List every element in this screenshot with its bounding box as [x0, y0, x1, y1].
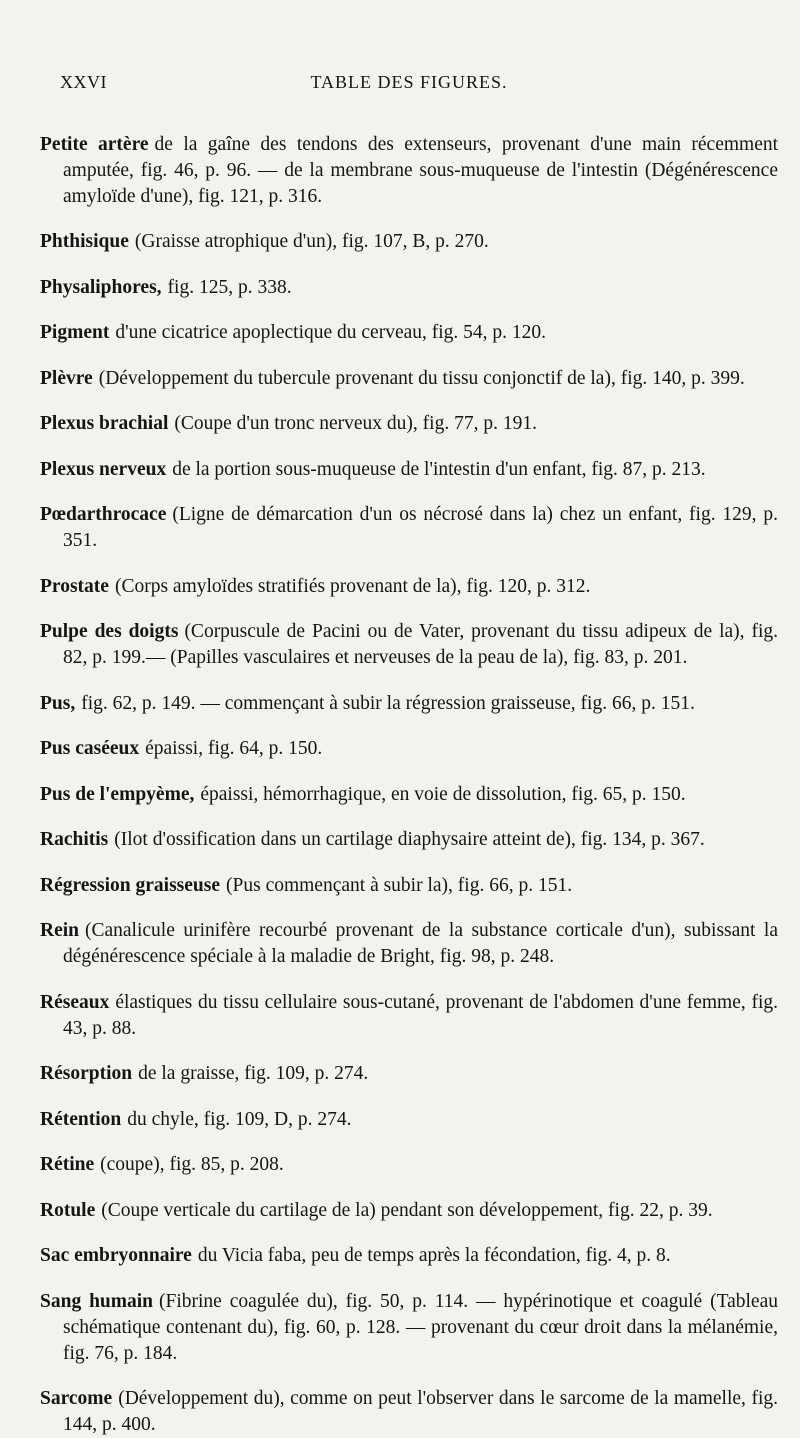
- entry-term: Rotule: [40, 1199, 96, 1221]
- entry-text: d'une cicatrice apoplectique du cerveau, fig. 54, p. 120.: [115, 322, 547, 343]
- entry-term: Plèvre: [40, 367, 93, 389]
- index-entry: [40, 366, 778, 392]
- entry-text: (Pus commençant à subir la), fig. 66, p. 151.: [226, 874, 573, 896]
- index-entry: [40, 990, 778, 1042]
- entry-text: élastiques du tissu cellulaire sous-cutané, provenant de l'abdomen d'une femme, fig. 43, p. 88.: [63, 991, 778, 1039]
- entry-term: Pulpe des doigts: [40, 621, 179, 642]
- entry-text: (Canalicule urinifère recourbé provenant de la substance corticale d'un), subissant la dégénérescence spéciale à la maladie de Bright, fig. 98, p. 248.: [63, 920, 778, 967]
- entry-term: Pigment: [40, 322, 110, 343]
- entry-term: Pus de l'empyème,: [40, 783, 195, 805]
- entry-text: fig. 125, p. 338.: [167, 276, 292, 298]
- entry-term: Pus caséeux: [40, 738, 140, 759]
- index-entry: [40, 736, 778, 762]
- entry-text: épaissi, fig. 64, p. 150.: [145, 738, 323, 759]
- entry-text: (Graisse atrophique d'un), fig. 107, B, p. 270.: [134, 231, 489, 252]
- entry-term: Rein: [40, 920, 79, 941]
- entry-text: (Développement du tubercule provenant du tissu conjonctif de la), fig. 140, p. 399.: [98, 367, 745, 389]
- index-entry: [40, 411, 778, 437]
- index-entry: [40, 1243, 778, 1269]
- index-entry: [40, 1198, 778, 1224]
- entry-text: (Corps amyloïdes stratifiés provenant de la), fig. 120, p. 312.: [114, 575, 591, 597]
- index-entry: [40, 619, 778, 671]
- index-entry: [40, 229, 778, 255]
- running-title: TABLE DES FIGURES.: [310, 72, 508, 92]
- index-entry: [40, 691, 778, 717]
- entry-text: (Fibrine coagulée du), fig. 50, p. 114. — hypérinotique et coagulé (Tableau schématique contenant du), fig. 60, p. 128. — provenant du cœur droit dans la mélanémie, fig. 76, p. 184.: [63, 1290, 778, 1364]
- index-entry: [40, 320, 778, 346]
- entry-text: de la portion sous-muqueuse de l'intestin d'un enfant, fig. 87, p. 213.: [172, 458, 706, 480]
- index-entry: [40, 827, 778, 853]
- entry-text: (coupe), fig. 85, p. 208.: [100, 1154, 284, 1175]
- index-entry: [40, 873, 778, 899]
- entry-text: (Corpuscule de Pacini ou de Vater, provenant du tissu adipeux de la), fig. 82, p. 199.— (Papilles vasculaires et nerveuses de la peau de la), fig. 83, p. 201.: [63, 621, 778, 668]
- entry-term: Rétine: [40, 1154, 95, 1175]
- entry-term: Sac embryonnaire: [40, 1245, 192, 1266]
- index-entry: [40, 457, 778, 483]
- index-entry: [40, 132, 778, 210]
- entry-term: Phthisique: [40, 231, 129, 252]
- entry-term: Régression graisseuse: [40, 874, 221, 896]
- index-entry: [40, 1061, 778, 1087]
- entry-term: Réseaux: [40, 991, 110, 1013]
- entry-term: Sang humain: [40, 1290, 154, 1312]
- entry-term: Pœdarthrocace: [40, 504, 167, 525]
- page-number: XXVI: [60, 72, 107, 92]
- index-entry: [40, 1107, 778, 1133]
- entry-text: (Coupe verticale du cartilage de la) pendant son développement, fig. 22, p. 39.: [101, 1199, 713, 1221]
- entry-term: Plexus brachial: [40, 413, 169, 434]
- entry-text: (Développement du), comme on peut l'observer dans le sarcome de la mamelle, fig. 144, p. 400.: [63, 1388, 778, 1435]
- index-entry: [40, 1289, 778, 1367]
- page-header: [40, 72, 778, 106]
- entry-text: épaissi, hémorrhagique, en voie de dissolution, fig. 65, p. 150.: [200, 783, 686, 805]
- index-entry: [40, 275, 778, 301]
- entry-text: du Vicia faba, peu de temps après la fécondation, fig. 4, p. 8.: [197, 1245, 671, 1266]
- entry-text: du chyle, fig. 109, D, p. 274.: [127, 1108, 352, 1130]
- entry-term: Résorption: [40, 1063, 133, 1084]
- index-entry: [40, 782, 778, 808]
- entry-term: Prostate: [40, 575, 109, 597]
- entry-term: Rétention: [40, 1108, 122, 1130]
- entry-text: (Ligne de démarcation d'un os nécrosé dans la) chez un enfant, fig. 129, p. 351.: [63, 504, 778, 551]
- index-entry: [40, 1386, 778, 1438]
- index-entry: [40, 1152, 778, 1178]
- entry-text: fig. 62, p. 149. — commençant à subir la régression graisseuse, fig. 66, p. 151.: [81, 692, 695, 714]
- entry-term: Sarcome: [40, 1388, 113, 1409]
- entry-text: de la graisse, fig. 109, p. 274.: [138, 1063, 369, 1084]
- entry-text: de la gaîne des tendons des extenseurs, provenant d'une main récemment amputée, fig. 46, p. 96. — de la membrane sous-muqueuse de l'intestin (Dégénérescence amyloïde d'une), fig. 121, p. 316.: [63, 133, 779, 207]
- entry-term: Petite artère: [40, 133, 149, 155]
- index-entry: [40, 918, 778, 970]
- entry-term: Plexus nerveux: [40, 458, 167, 480]
- entry-term: Pus,: [40, 692, 76, 714]
- entry-term: Physaliphores,: [40, 276, 162, 298]
- index-entry: [40, 574, 778, 600]
- entry-text: (Coupe d'un tronc nerveux du), fig. 77, p. 191.: [174, 413, 537, 434]
- index-entry: [40, 502, 778, 554]
- entry-term: Rachitis: [40, 829, 109, 850]
- index-entries: [40, 106, 778, 1438]
- entry-text: (Ilot d'ossification dans un cartilage diaphysaire atteint de), fig. 134, p. 367.: [114, 829, 705, 850]
